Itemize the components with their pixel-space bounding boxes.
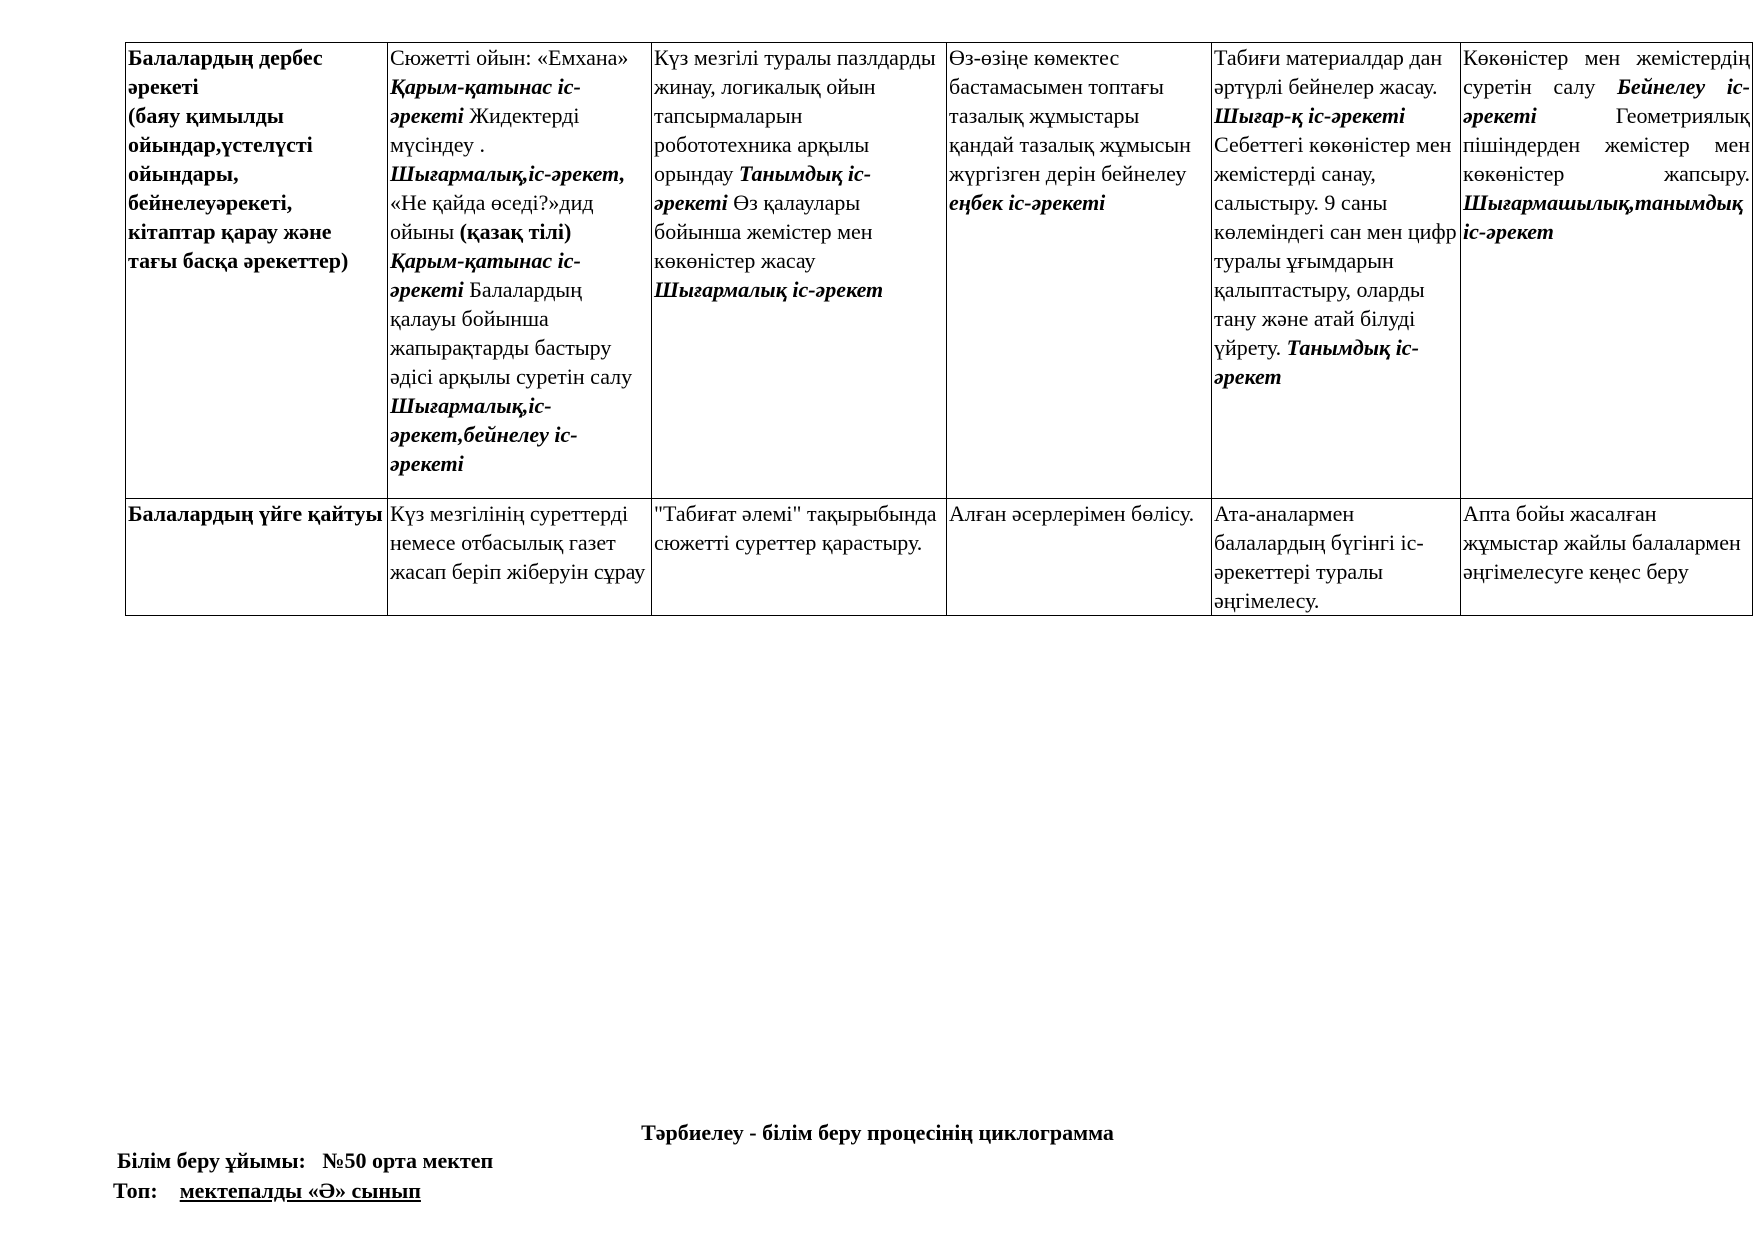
activity-label: Қарым-қатынас іс-әрекеті — [390, 74, 581, 128]
organization-line — [117, 1148, 493, 1174]
cell-text: Себеттегі көкөністер мен жемістерді санау, салыстыру. 9 саны көлеміндегі сан мен цифр туралы ұғымдарын қалыптастыру, оларды тану және атай білуді үйрету. — [1214, 132, 1457, 360]
table-cell — [652, 43, 947, 499]
schedule-table — [125, 42, 1753, 616]
activity-label: Танымдық іс-әрекеті — [654, 161, 872, 215]
activity-label: Қарым-қатынас іс-әрекеті — [390, 248, 581, 302]
table-cell — [1212, 43, 1461, 499]
cell-text: Күз мезгілі туралы пазлдарды жинау, логикалық ойын тапсырмаларын робототехника арқылы орындау — [654, 45, 936, 186]
activity-label: Танымдық іс-әрекет — [1214, 335, 1419, 389]
table-row — [126, 499, 1753, 616]
organization-value: №50 орта мектеп — [322, 1148, 494, 1173]
table-cell — [1461, 43, 1753, 499]
table-cell — [947, 499, 1212, 616]
cell-text: Сюжетті ойын: «Емхана» — [390, 45, 629, 70]
cell-text: Табиғи материалдар дан әртүрлі бейнелер жасау. — [1214, 45, 1443, 99]
activity-label: Шығар-қ іс-әрекеті — [1214, 103, 1406, 128]
organization-label: Білім беру ұйымы: — [117, 1148, 306, 1173]
activity-label: Шығармалық,іс-әрекет, — [390, 161, 626, 186]
group-value: мектепалды «Ә» сынып — [179, 1178, 421, 1203]
activity-label: (қазақ тілі) — [459, 219, 572, 244]
group-label: Топ: — [113, 1178, 158, 1203]
cell-text: Өз-өзіңе көмектес бастамасымен топтағы тазалық жұмыстары қандай тазалық жұмысын жүргізген дерін бейнелеу — [949, 45, 1191, 186]
table-cell — [388, 499, 652, 616]
row-header: Балалардың дербес әрекеті (баяу қимылды ойындар,үстелүсті ойындары, бейнелеуәрекеті, кітаптар қарау және тағы басқа әрекеттер) — [126, 43, 388, 499]
activity-label: Шығармалық іс-әрекет — [654, 277, 884, 302]
table-cell — [388, 43, 652, 499]
cell-text: Ата-аналармен балалардың бүгінгі іс-әрекеттері туралы әңгімелесу. — [1214, 501, 1424, 613]
activity-label: Бейнелеу іс-әрекеті — [1463, 74, 1750, 128]
document-title: Тәрбиелеу - білім беру процесінің циклограмма — [641, 1120, 1114, 1145]
group-line — [113, 1178, 421, 1204]
row-header: Балалардың үйге қайтуы — [126, 499, 388, 616]
cell-text: «Не қайда өседі?»дид ойыны — [390, 190, 594, 244]
activity-label: еңбек іс-әрекеті — [949, 190, 1106, 215]
cell-text: Өз қалаулары бойынша жемістер мен көкөністер жасау — [654, 190, 873, 273]
activity-label: Шығармалық,іс-әрекет,бейнелеу іс-әрекеті — [390, 393, 578, 476]
table-cell — [1212, 499, 1461, 616]
table-cell — [1461, 499, 1753, 616]
cell-text: Балалардың қалауы бойынша жапырақтарды бастыру әдісі арқылы суретін салу — [390, 277, 633, 389]
cell-text: Геометриялық пішіндерден жемістер мен көкөністер жапсыру. — [1463, 103, 1750, 186]
activity-label: Шығармашылық,танымдық іс-әрекет — [1463, 190, 1743, 244]
cell-text: Жидектерді мүсіндеу . — [390, 103, 580, 157]
cell-text: "Табиғат әлемі" тақырыбында сюжетті суреттер қарастыру. — [654, 501, 937, 555]
cell-text: Көкөністер мен жемістердің суретін салу — [1463, 45, 1750, 99]
cell-text: Апта бойы жасалған жұмыстар жайлы балалармен әңгімелесуге кеңес беру — [1463, 501, 1741, 584]
table-cell — [947, 43, 1212, 499]
table-row — [126, 43, 1753, 499]
table-cell — [652, 499, 947, 616]
cell-text: Күз мезгілінің суреттерді немесе отбасылық газет жасап беріп жіберуін сұрау — [390, 501, 646, 584]
cell-text: Алған әсерлерімен бөлісу. — [949, 501, 1195, 526]
